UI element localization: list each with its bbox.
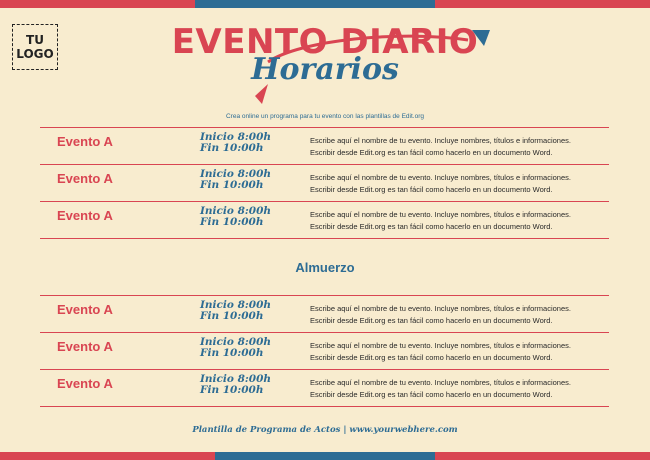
event-description bbox=[310, 340, 571, 364]
event-desc-line2: Escribir desde Edit.org es tan fácil como hacerlo en un documento Word. bbox=[310, 148, 553, 157]
event-description bbox=[310, 209, 571, 233]
event-description bbox=[310, 135, 571, 159]
event-name: Evento A bbox=[57, 208, 113, 223]
break-label: Almuerzo bbox=[295, 260, 355, 275]
logo-text-line1: TU bbox=[26, 33, 44, 47]
event-end: Fin 10:00h bbox=[200, 347, 264, 359]
schedule-row bbox=[40, 164, 609, 201]
event-start: Inicio 8:00h bbox=[200, 373, 272, 385]
schedule-row bbox=[40, 369, 609, 407]
event-time bbox=[200, 132, 271, 154]
event-desc-line2: Escribir desde Edit.org es tan fácil como hacerlo en un documento Word. bbox=[310, 316, 553, 325]
event-start: Inicio 8:00h bbox=[200, 336, 272, 348]
event-end: Fin 10:00h bbox=[200, 142, 264, 154]
event-desc-line1: Escribe aquí el nombre de tu evento. Incluye nombres, títulos e informaciones. bbox=[310, 304, 571, 313]
event-end: Fin 10:00h bbox=[200, 310, 264, 322]
page-title: EVENTO DIARIO bbox=[171, 22, 479, 62]
page-subtitle: Horarios bbox=[251, 52, 399, 87]
event-end: Fin 10:00h bbox=[200, 179, 264, 191]
logo-text-line2: LOGO bbox=[16, 47, 54, 61]
event-time bbox=[200, 169, 271, 191]
event-time bbox=[200, 374, 271, 396]
event-desc-line2: Escribir desde Edit.org es tan fácil como hacerlo en un documento Word. bbox=[310, 185, 553, 194]
tagline: Crea online un programa para tu evento con las plantillas de Edit.org bbox=[225, 113, 424, 120]
bottom-color-bar bbox=[0, 452, 650, 460]
event-desc-line2: Escribir desde Edit.org es tan fácil como hacerlo en un documento Word. bbox=[310, 353, 553, 362]
event-time bbox=[200, 206, 271, 228]
event-description bbox=[310, 377, 571, 401]
event-time bbox=[200, 337, 271, 359]
event-desc-line2: Escribir desde Edit.org es tan fácil como hacerlo en un documento Word. bbox=[310, 390, 553, 399]
schedule-row bbox=[40, 127, 609, 164]
event-start: Inicio 8:00h bbox=[200, 131, 272, 143]
event-start: Inicio 8:00h bbox=[200, 168, 272, 180]
schedule-row bbox=[40, 201, 609, 239]
event-desc-line2: Escribir desde Edit.org es tan fácil como hacerlo en un documento Word. bbox=[310, 222, 553, 231]
event-desc-line1: Escribe aquí el nombre de tu evento. Incluye nombres, títulos e informaciones. bbox=[310, 210, 571, 219]
event-name: Evento A bbox=[57, 302, 113, 317]
event-desc-line1: Escribe aquí el nombre de tu evento. Incluye nombres, títulos e informaciones. bbox=[310, 341, 571, 350]
event-description bbox=[310, 172, 571, 196]
event-end: Fin 10:00h bbox=[200, 216, 264, 228]
event-name: Evento A bbox=[57, 171, 113, 186]
event-end: Fin 10:00h bbox=[200, 384, 264, 396]
schedule-row bbox=[40, 332, 609, 369]
event-start: Inicio 8:00h bbox=[200, 205, 272, 217]
event-name: Evento A bbox=[57, 339, 113, 354]
footer-text: Plantilla de Programa de Actos | www.yourwebhere.com bbox=[192, 425, 458, 435]
event-desc-line1: Escribe aquí el nombre de tu evento. Incluye nombres, títulos e informaciones. bbox=[310, 378, 571, 387]
schedule-row bbox=[40, 295, 609, 332]
event-desc-line1: Escribe aquí el nombre de tu evento. Incluye nombres, títulos e informaciones. bbox=[310, 136, 571, 145]
event-name: Evento A bbox=[57, 376, 113, 391]
event-time bbox=[200, 300, 271, 322]
event-description bbox=[310, 303, 571, 327]
event-desc-line1: Escribe aquí el nombre de tu evento. Incluye nombres, títulos e informaciones. bbox=[310, 173, 571, 182]
event-start: Inicio 8:00h bbox=[200, 299, 272, 311]
event-name: Evento A bbox=[57, 134, 113, 149]
